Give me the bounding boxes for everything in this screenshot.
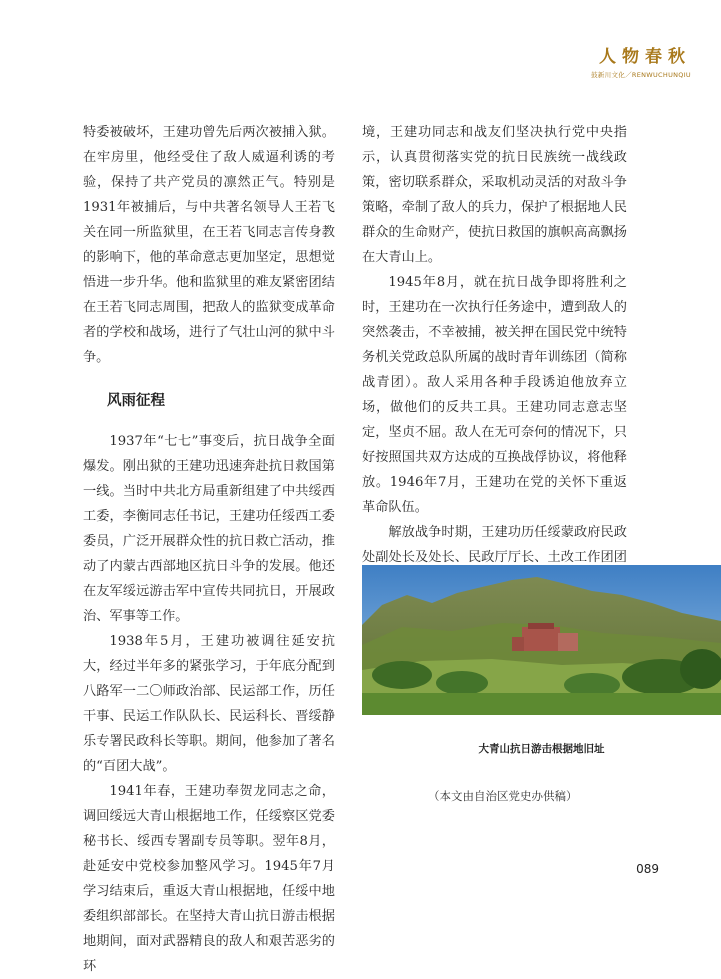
left-column	[83, 120, 335, 979]
column-title: 人物春秋	[599, 47, 691, 67]
paragraph: 境，王建功同志和战友们坚决执行党中央指示，认真贯彻落实党的抗日民族统一战线政策，密切联系群众，采取机动灵活的对敌斗争策略，牵制了敌人的兵力，保护了根据地人民群众的生命财产，使抗日救国的旗帜高高飘扬在大青山上。	[362, 125, 627, 265]
column-subtitle: 鼓新川文化／RENWUCHUNQIU	[591, 71, 691, 79]
page-number: 089	[636, 862, 659, 876]
right-column	[362, 120, 627, 620]
photo-caption: 大青山抗日游击根据地旧址	[478, 743, 605, 755]
paragraph: 特委被破坏，王建功曾先后两次被捕入狱。在牢房里，他经受住了敌人威逼利诱的考验，保持了共产党员的凛然正气。特别是1931年被捕后，与中共著名领导人王若飞关在同一所监狱里，在王若飞同志言传身教的影响下，他的革命意志更加坚定，思想觉悟进一步升华。他和监狱里的难友紧密团结在王若飞同志周围，把敌人的监狱变成革命者的学校和战场，进行了气壮山河的狱中斗争。	[83, 125, 335, 365]
paragraph: 1938年5月，王建功被调往延安抗大，经过半年多的紧张学习，于年底分配到八路军一二〇师政治部、民运部工作，历任干事、民运工作队队长、民运科长、晋绥静乐专署民政科长等职。期间，他参加了著名的“百团大战”。	[83, 634, 335, 774]
section-heading: 风雨征程	[107, 393, 165, 409]
paragraph: 解放战争时期，王建功历任绥蒙政府民政处副处长及处长、民政厅厅长、土改工作团团	[362, 525, 627, 565]
source-note: （本文由自治区党史办供稿）	[428, 789, 578, 803]
paragraph: 1945年8月，就在抗日战争即将胜利之时，王建功在一次执行任务途中，遭到敌人的突然袭击，不幸被捕，被关押在国民党中统特务机关党政总队所属的战时青年训练团（简称战青团）。敌人采用各种手段诱迫他放弃立场，做他们的反共工具。王建功同志意志坚定，坚贞不屈。敌人在无可奈何的情况下，只好按照国共双方达成的互换战俘协议，将他释放。1946年7月，王建功在党的关怀下重返革命队伍。	[362, 275, 627, 515]
page-header	[591, 42, 691, 79]
paragraph: 1937年“七七”事变后，抗日战争全面爆发。刚出狱的王建功迅速奔赴抗日救国第一线。当时中共北方局重新组建了中共绥西工委，李衡同志任书记，王建功任绥西工委委员，广泛开展群众性的抗日救亡活动，推动了内蒙古西部地区抗日斗争的发展。他还在友军绥远游击军中宣传共同抗日，开展政治、军事等工作。	[83, 434, 335, 624]
site-photo	[362, 565, 721, 715]
paragraph: 1941年春，王建功奉贺龙同志之命，调回绥远大青山根据地工作，任绥察区党委秘书长、绥西专署副专员等职。翌年8月，赴延安中党校参加整风学习。1945年7月学习结束后，重返大青山根据地，任绥中地委组织部部长。在坚持大青山抗日游击根据地期间，面对武器精良的敌人和艰苦恶劣的环	[83, 784, 335, 974]
